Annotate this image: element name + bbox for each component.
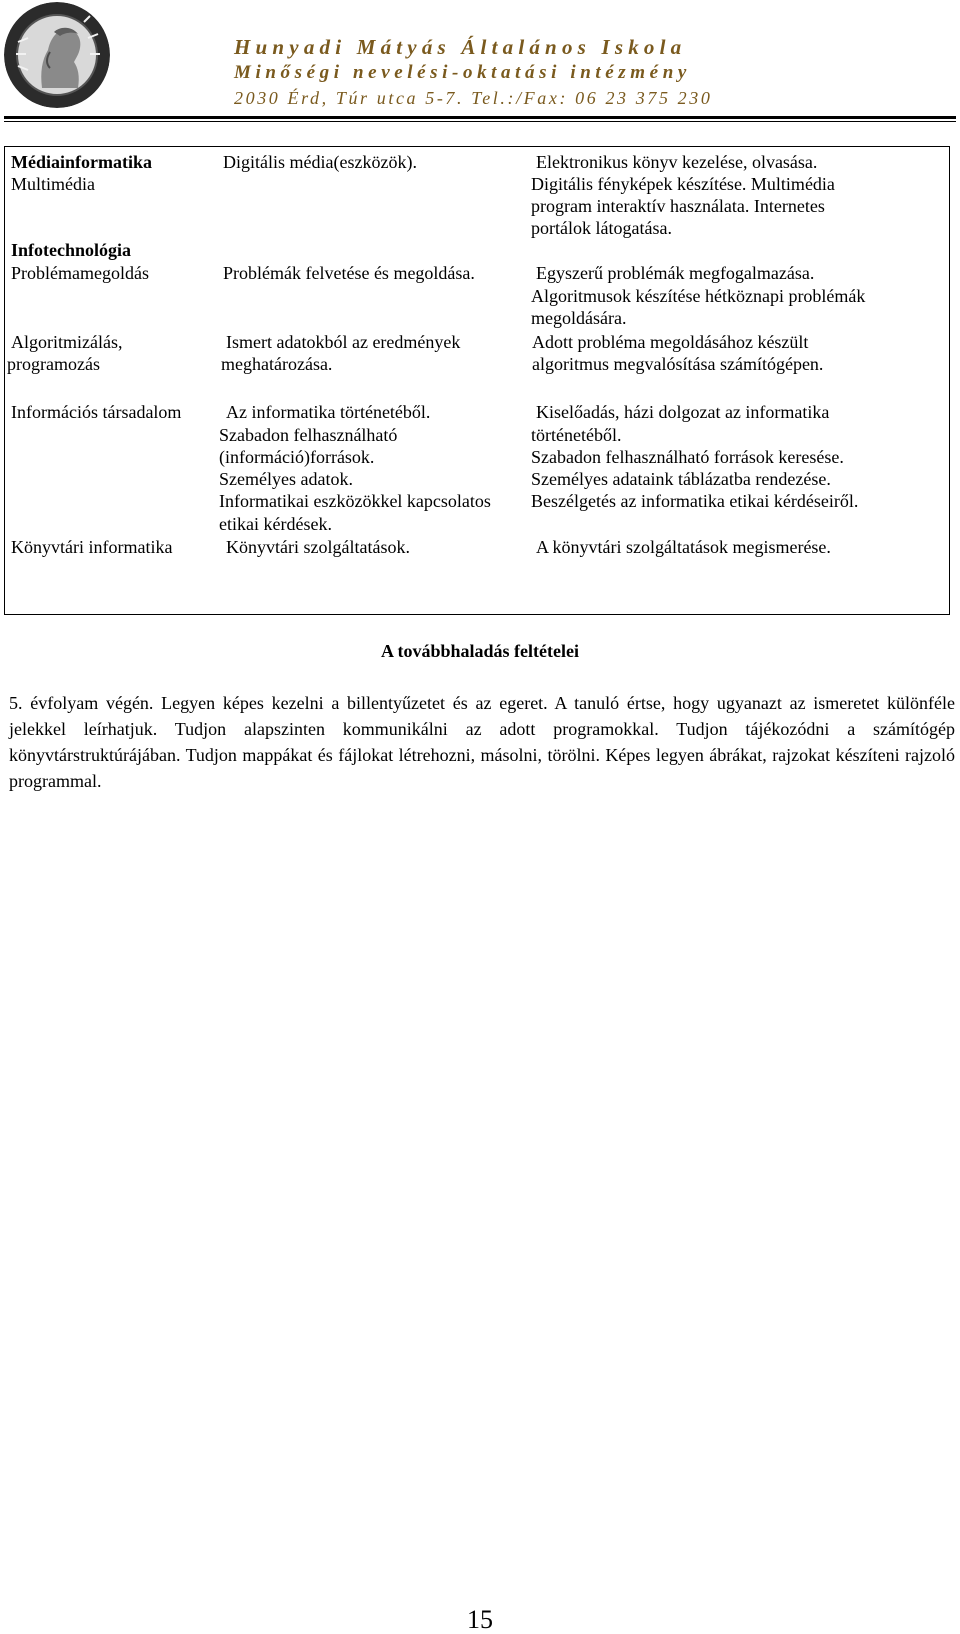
table-cell-content: Szabadon felhasználható xyxy=(219,425,398,445)
table-cell-activity: Kiselőadás, házi dolgozat az informatika xyxy=(536,402,830,422)
table-cell-topic: programozás xyxy=(7,354,100,374)
table-cell-content: etikai kérdések. xyxy=(219,514,332,534)
table-cell-activity: algoritmus megvalósítása számítógépen. xyxy=(532,354,824,374)
table-cell-activity: Beszélgetés az informatika etikai kérdéseiről. xyxy=(531,491,859,511)
table-cell-activity: A könyvtári szolgáltatások megismerése. xyxy=(536,537,831,557)
table-cell-activity: program interaktív használata. Internetes xyxy=(531,196,825,216)
table-cell-content: Digitális média(eszközök). xyxy=(223,152,417,172)
school-name: Hunyadi Mátyás Általános Iskola xyxy=(234,35,687,59)
school-name-block xyxy=(234,34,960,111)
table-cell-content: Az informatika történetéből. xyxy=(226,402,431,422)
header-divider xyxy=(4,116,956,119)
table-cell-content: meghatározása. xyxy=(221,354,333,374)
table-cell-content: (információ)források. xyxy=(219,447,375,467)
section-paragraph: 5. évfolyam végén. Legyen képes kezelni a billentyűzetet és az egeret. A tanuló értse, hogy ugyanazt az ismeretet különféle jelekkel leírhatjuk. Tudjon alapszinten kommunikálni az adott programokkal. Tudjon tájékozódni a számítógép könyvtárstruktúrájában. Tudjon mappákat és fájlokat létrehozni, másolni, törölni. Képes legyen ábrákat, rajzokat készíteni rajzoló programmal. xyxy=(9,693,955,791)
table-cell-activity: történetéből. xyxy=(531,425,622,445)
table-cell-activity: Digitális fényképek készítése. Multimédia xyxy=(531,174,835,194)
table-cell-content: Problémák felvetése és megoldása. xyxy=(223,263,475,283)
curriculum-table xyxy=(4,146,950,615)
section-heading: A továbbhaladás feltételei xyxy=(381,641,579,661)
table-cell-topic: Algoritmizálás, xyxy=(11,332,123,352)
table-cell-activity: portálok látogatása. xyxy=(531,218,672,238)
table-cell-content: Informatikai eszközökkel kapcsolatos xyxy=(219,491,491,511)
table-cell-activity: Szabadon felhasználható források keresése. xyxy=(531,447,844,467)
table-cell-subtopic: Multimédia xyxy=(11,174,95,194)
table-cell-activity: Adott probléma megoldásához készült xyxy=(532,332,809,352)
table-cell-topic: Médiainformatika xyxy=(11,152,152,172)
school-address: 2030 Érd, Túr utca 5-7. Tel.:/Fax: 06 23 375 230 xyxy=(234,88,713,108)
table-cell-activity: megoldására. xyxy=(531,308,627,328)
table-cell-content: Személyes adatok. xyxy=(219,469,353,489)
king-matthias-medallion-logo xyxy=(4,2,110,108)
table-cell-activity: Algoritmusok készítése hétköznapi problémák xyxy=(531,286,866,306)
page-number: 15 xyxy=(467,1605,493,1634)
table-cell-topic: Problémamegoldás xyxy=(11,263,149,283)
table-cell-activity: Egyszerű problémák megfogalmazása. xyxy=(536,263,815,283)
institution-tagline: Minőségi nevelési-oktatási intézmény xyxy=(234,62,691,83)
header-divider-thin xyxy=(4,121,956,122)
table-cell-topic: Információs társadalom xyxy=(11,402,182,422)
table-section-heading: Infotechnológia xyxy=(11,240,132,260)
medallion-icon xyxy=(4,2,110,108)
table-cell-content: Könyvtári szolgáltatások. xyxy=(226,537,410,557)
table-cell-activity: Személyes adataink táblázatba rendezése. xyxy=(531,469,831,489)
letterhead xyxy=(0,0,960,120)
table-cell-activity: Elektronikus könyv kezelése, olvasása. xyxy=(536,152,818,172)
table-cell-content: Ismert adatokból az eredmények xyxy=(226,332,461,352)
table-cell-topic: Könyvtári informatika xyxy=(11,537,173,557)
